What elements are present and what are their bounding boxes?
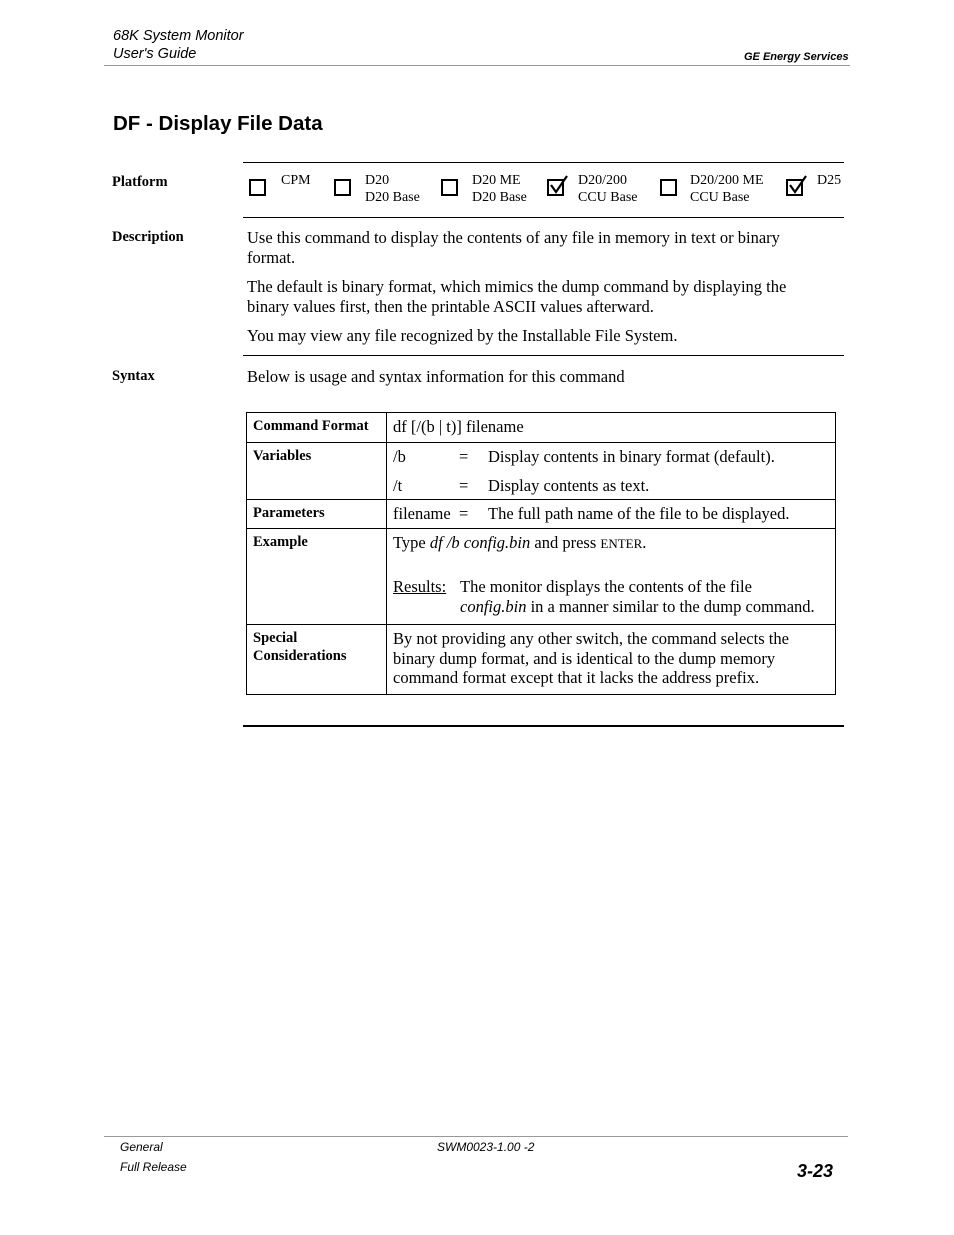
table-row [247,528,836,625]
example-key: ENTER [600,535,643,551]
header-rule [104,65,850,66]
footer-category: General [120,1140,163,1154]
platform-option-line2: CCU Base [690,190,750,205]
table-row [247,413,836,443]
platform-option-d25 [817,172,841,189]
example-label: Example [247,528,387,625]
syntax-table [246,412,836,695]
variables-label: Variables [247,443,387,500]
page-number: 3-23 [797,1161,834,1181]
parameter-name: filename [393,504,451,523]
platform-option-line1: D20 ME [472,173,521,188]
platform-option-d20-me [472,172,527,206]
results-text-line2: in a manner similar to the dump command. [530,596,815,616]
description-paragraph: You may view any file recognized by the Installable File System. [247,326,678,345]
example-type-word: Type [393,532,426,552]
page-title: DF - Display File Data [113,112,323,135]
platform-option-line1: D20 [365,173,390,188]
platform-option-line2: D20 Base [365,190,420,205]
description-bottom-rule [243,355,844,356]
example-instruction [393,533,829,554]
description-paragraph: Use this command to display the contents of any file in memory in text or binary format. [247,228,780,267]
checkmark-icon [550,175,568,195]
platform-option-line1: D25 [817,173,842,188]
example-and-press: and press [534,532,597,552]
header-subtitle: User's Guide [113,46,197,62]
syntax-intro: Below is usage and syntax information for this command [247,367,625,386]
table-row [247,500,836,529]
platform-option-d20-200-me [690,172,764,206]
special-considerations-text: By not providing any other switch, the command selects the binary dump format, and is identical to the dump memory command format except that it lacks the address prefix. [387,625,836,695]
example-results [393,577,829,616]
variable-equals: = [459,447,469,466]
table-row [247,625,836,695]
example-command: df /b config.bin [429,532,531,552]
platform-checkbox-d25[interactable] [786,179,803,196]
header-company: GE Energy Services [744,51,849,63]
variable-row [393,476,829,496]
header-title: 68K System Monitor [113,28,244,44]
platform-checkbox-d20-200[interactable] [547,179,564,196]
parameters-cell [387,500,836,529]
table-row [247,443,836,500]
platform-option-d20 [365,172,420,206]
parameter-row [393,504,829,524]
platform-checkbox-cpm[interactable] [249,179,266,196]
parameter-equals: = [459,504,469,523]
special-considerations-label: Special Considerations [247,625,387,695]
platform-top-rule [243,162,844,163]
variable-row [393,447,829,467]
variable-description: Display contents in binary format (default). [488,447,775,466]
footer-release: Full Release [120,1160,187,1174]
platform-option-line2: CCU Base [578,190,638,205]
checkmark-icon [789,175,807,195]
platform-option-line1: D20/200 [578,173,627,188]
parameters-label: Parameters [247,500,387,529]
section-end-rule [243,725,844,727]
command-format-label: Command Format [247,413,387,443]
platform-option-line1: CPM [281,173,311,188]
platform-checkbox-d20[interactable] [334,179,351,196]
results-text [460,577,815,616]
description-body [247,228,827,346]
example-period: . [642,532,647,552]
description-paragraph: The default is binary format, which mimics the dump command by displaying the binary values first, then the printable ASCII values afterward. [247,277,787,316]
platform-option-line1: D20/200 ME [690,173,764,188]
footer-rule [104,1136,848,1137]
platform-checkbox-d20-200-me[interactable] [660,179,677,196]
variable-name: /b [393,447,406,466]
results-file: config.bin [460,596,527,616]
results-label: Results: [393,577,447,596]
variables-cell [387,443,836,500]
platform-label: Platform [112,174,168,190]
parameter-description: The full path name of the file to be displayed. [488,504,790,523]
variable-description: Display contents as text. [488,475,650,495]
results-text-line1: The monitor displays the contents of the file [460,577,752,596]
variable-equals: = [459,475,469,495]
description-label: Description [112,229,184,245]
footer-doc-number: SWM0023-1.00 -2 [437,1140,535,1154]
command-format-value: df [/(b | t)] filename [387,413,836,443]
platform-option-cpm [281,172,311,189]
platform-checkbox-d20-me[interactable] [441,179,458,196]
syntax-label: Syntax [112,368,155,384]
platform-option-d20-200 [578,172,638,206]
platform-option-line2: D20 Base [472,190,527,205]
platform-bottom-rule [243,217,844,218]
variable-name: /t [393,475,403,495]
example-cell [387,528,836,625]
